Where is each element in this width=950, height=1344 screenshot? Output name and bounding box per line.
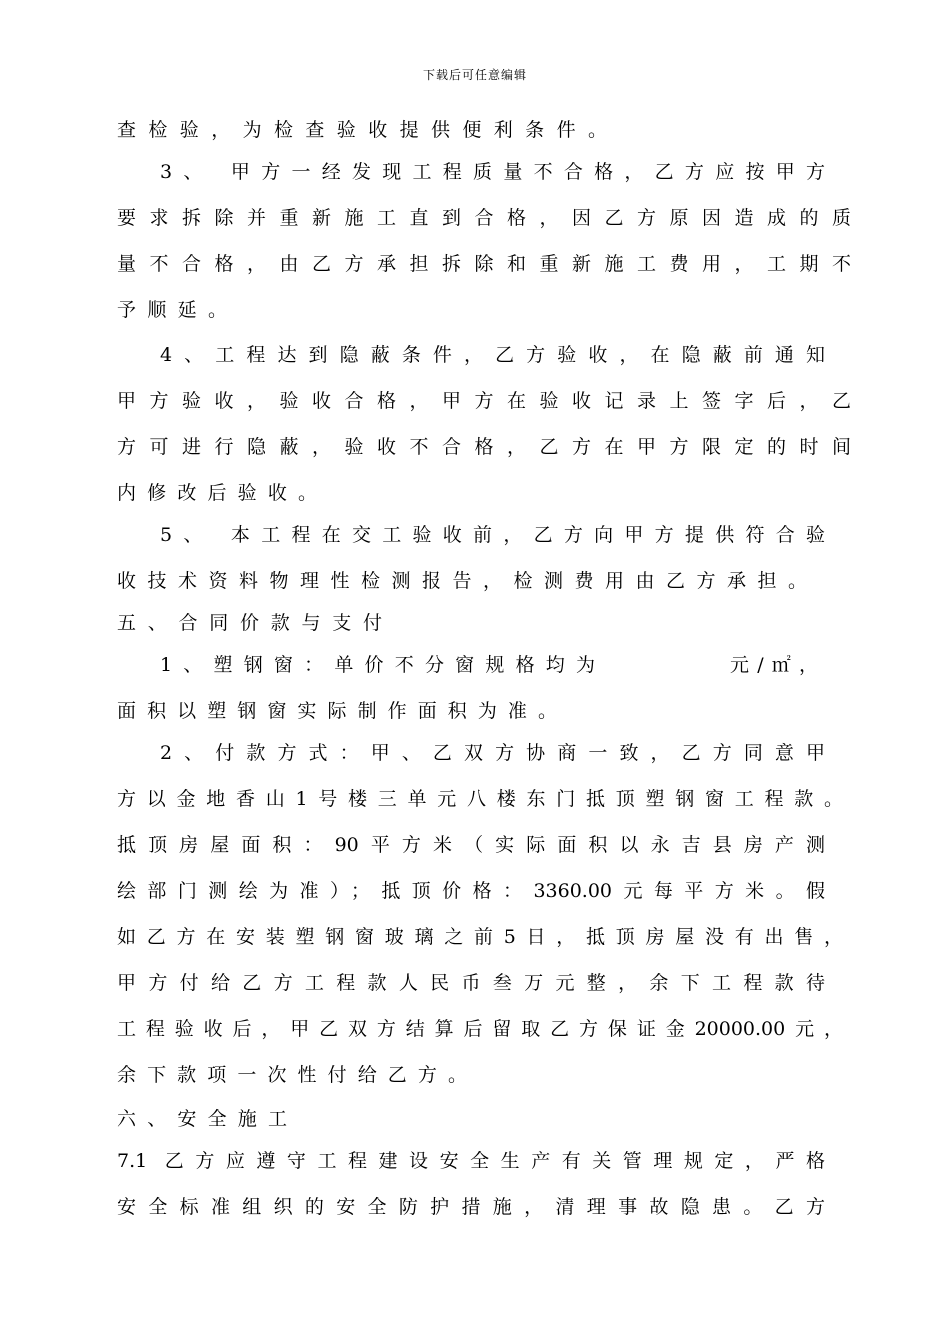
- text-line: 抵顶房屋面积：90平方米（实际面积以永吉县房产测: [117, 834, 825, 856]
- text-line: 甲方验收，验收合格，甲方在验收记录上签字后，乙: [117, 390, 851, 412]
- text-line: 3、 甲方一经发现工程质量不合格，乙方应按甲方: [160, 161, 825, 183]
- text-line: 5、 本工程在交工验收前，乙方向甲方提供符合验: [160, 524, 825, 546]
- text-line: 7.1 乙方应遵守工程建设安全生产有关管理规定，严格: [117, 1150, 825, 1172]
- text-line: 1、塑钢窗：单价不分窗规格均为: [160, 654, 595, 676]
- text-line: 面积以塑钢窗实际制作面积为准。: [117, 700, 557, 722]
- text-line: 收技术资料物理性检测报告，检测费用由乙方承担。: [117, 570, 807, 592]
- text-line: 2、付款方式：甲、乙双方协商一致，乙方同意甲: [160, 742, 825, 764]
- section-heading: 六、安全施工: [117, 1108, 287, 1130]
- text-line: 安全标准组织的安全防护措施，清理事故隐患。乙方: [117, 1196, 825, 1218]
- text-line: 工程验收后，甲乙双方结算后留取乙方保证金20000.00元，: [117, 1018, 843, 1040]
- unit-price-unit: 元/㎡，: [730, 654, 818, 676]
- text-line: 方以金地香山1号楼三单元八楼东门抵顶塑钢窗工程款。: [117, 788, 843, 810]
- text-line: 余下款项一次性付给乙方。: [117, 1064, 467, 1086]
- text-line: 查检验，为检查验收提供便利条件。: [117, 119, 607, 141]
- text-line: 内修改后验收。: [117, 482, 317, 504]
- text-line: 方可进行隐蔽，验收不合格，乙方在甲方限定的时间: [117, 436, 851, 458]
- text-line: 甲方付给乙方工程款人民币叁万元整，余下工程款待: [117, 972, 825, 994]
- page-header: 下载后可任意编辑: [422, 68, 527, 82]
- text-line: 予顺延。: [117, 299, 227, 321]
- text-line: 4、工程达到隐蔽条件，乙方验收，在隐蔽前通知: [160, 344, 825, 366]
- text-line: 要求拆除并重新施工直到合格，因乙方原因造成的质: [117, 207, 851, 229]
- text-line: 量不合格，由乙方承担拆除和重新施工费用，工期不: [117, 253, 851, 275]
- text-line: 绘部门测绘为准）；抵顶价格：3360.00元每平方米。假: [117, 880, 825, 902]
- section-heading: 五、合同价款与支付: [117, 612, 382, 634]
- text-line: 如乙方在安装塑钢窗玻璃之前5日，抵顶房屋没有出售，: [117, 926, 843, 948]
